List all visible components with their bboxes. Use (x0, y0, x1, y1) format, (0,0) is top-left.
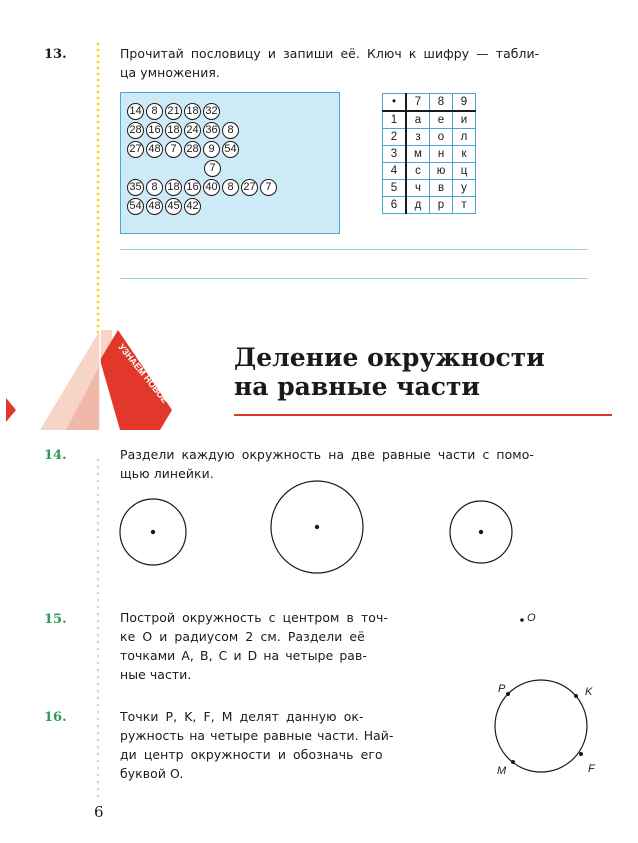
cipher-number: 8 (222, 122, 239, 139)
circle-center-dot (479, 530, 483, 534)
cipher-row (127, 99, 222, 117)
margin-dot (97, 43, 100, 46)
cipher-number: 28 (127, 122, 144, 139)
margin-dot (97, 648, 100, 651)
task-13-line: ца умножения. (120, 65, 220, 80)
multiplication-key-table (382, 93, 476, 214)
table-cell: т (453, 197, 476, 214)
margin-dot (97, 277, 100, 280)
table-cell: с (406, 163, 430, 180)
cipher-number: 7 (204, 160, 221, 177)
cipher-box (120, 92, 340, 234)
margin-dot (97, 620, 100, 623)
cipher-number: 36 (203, 122, 220, 139)
margin-dot (97, 49, 100, 52)
point-m-dot (511, 760, 515, 764)
table-cell: ю (430, 163, 453, 180)
circle-center-dot (315, 525, 319, 529)
margin-dot (97, 247, 100, 250)
margin-dot (97, 690, 100, 693)
table-cell: о (430, 129, 453, 146)
heading-line: на равные части (234, 372, 480, 401)
page-number: 6 (94, 803, 104, 821)
task-13-line: Прочитай пословицу и запиши её. Ключ к шифру — табли- (120, 46, 540, 61)
answer-line (120, 278, 588, 279)
margin-dot (97, 79, 100, 82)
margin-dot (97, 676, 100, 679)
margin-dot (97, 163, 100, 166)
margin-dot (97, 662, 100, 665)
margin-dot (97, 774, 100, 777)
margin-dot (97, 301, 100, 304)
cipher-number: 7 (165, 141, 182, 158)
cipher-number: 16 (184, 179, 201, 196)
cipher-number: 40 (203, 179, 220, 196)
point-p-dot (506, 692, 510, 696)
task-16-line: ди центр окружности и обозначь его (120, 747, 383, 762)
circle-center-dot (151, 530, 155, 534)
table-cell: д (406, 197, 430, 214)
table-row (383, 180, 476, 197)
margin-dot (97, 217, 100, 220)
margin-dot (97, 732, 100, 735)
task-15-line: ные части. (120, 667, 192, 682)
table-cell: н (430, 146, 453, 163)
label-m: M (497, 765, 507, 777)
point-o-label: O (527, 612, 536, 624)
margin-dot (97, 753, 100, 756)
task-16-number: 16. (44, 710, 67, 725)
cipher-row (127, 137, 241, 155)
cipher-row (127, 175, 279, 193)
cipher-number: 7 (260, 179, 277, 196)
margin-dot (97, 283, 100, 286)
label-p: P (498, 683, 506, 695)
margin-dot (97, 193, 100, 196)
point-o-dot (520, 618, 524, 622)
cipher-number: 27 (241, 179, 258, 196)
margin-dot (97, 199, 100, 202)
margin-dot (97, 725, 100, 728)
margin-dot (97, 627, 100, 630)
margin-dot (97, 313, 100, 316)
margin-dot (97, 473, 100, 476)
margin-dot (97, 61, 100, 64)
point-k-dot (574, 694, 578, 698)
margin-dot (97, 655, 100, 658)
task-15-number: 15. (44, 612, 67, 627)
cipher-number: 8 (146, 179, 163, 196)
cipher-number: 18 (165, 179, 182, 196)
margin-dot (97, 319, 100, 322)
table-cell: 5 (383, 180, 407, 197)
margin-dot (97, 211, 100, 214)
heading-line: Деление окружности (234, 343, 545, 372)
margin-dot (97, 235, 100, 238)
table-cell: ч (406, 180, 430, 197)
margin-dot (97, 175, 100, 178)
cipher-number: 18 (165, 122, 182, 139)
margin-dot (97, 73, 100, 76)
margin-dot (97, 157, 100, 160)
task-14-circles (0, 480, 638, 590)
table-cell: з (406, 129, 430, 146)
cipher-number: 18 (184, 103, 201, 120)
table-cell: и (453, 111, 476, 129)
cipher-number: 35 (127, 179, 144, 196)
margin-dot (97, 795, 100, 798)
margin-dot (97, 121, 100, 124)
task-16-line: ружность на четыре равные части. Най- (120, 728, 394, 743)
task-15-line: Построй окружность с центром в точ- (120, 610, 388, 625)
task-14-line: щью линейки. (120, 466, 214, 481)
table-cell: м (406, 146, 430, 163)
table-cell: 2 (383, 129, 407, 146)
task-15-line: ке О и радиусом 2 см. Раздели её (120, 629, 365, 644)
margin-dot (97, 641, 100, 644)
margin-dot (97, 307, 100, 310)
margin-dot (97, 325, 100, 328)
cipher-number: 14 (127, 103, 144, 120)
table-cell: 1 (383, 111, 407, 129)
margin-dot (97, 229, 100, 232)
heading-underline (234, 414, 612, 416)
margin-dot (97, 139, 100, 142)
table-cell: у (453, 180, 476, 197)
margin-dot (97, 592, 100, 595)
new-topic-banner (0, 330, 200, 430)
margin-dot (97, 109, 100, 112)
margin-dot (97, 718, 100, 721)
margin-dot (97, 788, 100, 791)
margin-dot (97, 259, 100, 262)
margin-dot (97, 133, 100, 136)
task-14-line: Раздели каждую окружность на две равные части с помо- (120, 447, 534, 462)
task-16-line: Точки P, K, F, M делят данную ок- (120, 709, 364, 724)
cipher-row (127, 194, 203, 212)
table-cell: р (430, 197, 453, 214)
margin-dot (97, 97, 100, 100)
table-row (383, 146, 476, 163)
margin-dot (97, 606, 100, 609)
table-row (383, 111, 476, 129)
task-15-line: точками A, B, C и D на четыре рав- (120, 648, 367, 663)
margin-dot (97, 265, 100, 268)
margin-dot (97, 127, 100, 130)
cipher-number: 16 (146, 122, 163, 139)
margin-dot (97, 767, 100, 770)
margin-dot (97, 103, 100, 106)
margin-dot (97, 711, 100, 714)
margin-dot (97, 683, 100, 686)
table-cell: ц (453, 163, 476, 180)
cipher-number: 48 (146, 198, 163, 215)
margin-dot (97, 169, 100, 172)
table-cell: л (453, 129, 476, 146)
margin-dot (97, 223, 100, 226)
cipher-number: 54 (127, 198, 144, 215)
cipher-number: 54 (222, 141, 239, 158)
margin-dot (97, 634, 100, 637)
margin-dot (97, 151, 100, 154)
cipher-number: 28 (184, 141, 201, 158)
margin-dot (97, 781, 100, 784)
margin-dot (97, 760, 100, 763)
margin-dot (97, 115, 100, 118)
table-cell: в (430, 180, 453, 197)
margin-dot (97, 466, 100, 469)
banner-red-band (100, 330, 172, 430)
cipher-number: 45 (165, 198, 182, 215)
cipher-row (204, 156, 223, 174)
cipher-number: 27 (127, 141, 144, 158)
table-header-cell: 9 (453, 94, 476, 112)
cipher-number: 42 (184, 198, 201, 215)
section-heading (234, 343, 614, 401)
table-header-cell: 8 (430, 94, 453, 112)
margin-dot (97, 91, 100, 94)
table-header-row (383, 94, 476, 112)
table-header-cell: • (383, 94, 407, 112)
margin-dot (97, 241, 100, 244)
answer-line (120, 249, 588, 250)
margin-dot (97, 669, 100, 672)
task-13-number: 13. (44, 47, 67, 62)
banner-arrow (6, 398, 16, 422)
margin-dot (97, 55, 100, 58)
task-13-text (120, 44, 620, 82)
margin-dot (97, 181, 100, 184)
cipher-number: 8 (146, 103, 163, 120)
table-row (383, 163, 476, 180)
margin-dot (97, 739, 100, 742)
cipher-row (127, 118, 241, 136)
cipher-number: 32 (203, 103, 220, 120)
margin-dot (97, 289, 100, 292)
table-header-cell: 7 (406, 94, 430, 112)
table-cell: 6 (383, 197, 407, 214)
task-16-text (120, 707, 450, 783)
task-16-line: буквой O. (120, 766, 184, 781)
margin-dot (97, 613, 100, 616)
margin-dot (97, 67, 100, 70)
task-14-text (120, 445, 620, 483)
task-15-text (120, 608, 450, 684)
table-row (383, 129, 476, 146)
cipher-number: 21 (165, 103, 182, 120)
table-row (383, 197, 476, 214)
margin-dot (97, 145, 100, 148)
margin-dot (97, 746, 100, 749)
banner-text: УЗНАЕМ НОВОЕ (116, 341, 171, 406)
margin-dot (97, 271, 100, 274)
cipher-number: 8 (222, 179, 239, 196)
task-14-number: 14. (44, 448, 67, 463)
point-f-dot (579, 752, 583, 756)
margin-dot (97, 295, 100, 298)
margin-dot (97, 187, 100, 190)
margin-dot (97, 253, 100, 256)
cipher-number: 9 (203, 141, 220, 158)
label-f: F (588, 763, 595, 775)
cipher-number: 48 (146, 141, 163, 158)
margin-dot (97, 459, 100, 462)
table-cell: 3 (383, 146, 407, 163)
margin-dot (97, 599, 100, 602)
label-k: K (585, 686, 593, 698)
margin-dot (97, 704, 100, 707)
margin-dot (97, 697, 100, 700)
table-cell: 4 (383, 163, 407, 180)
cipher-number: 24 (184, 122, 201, 139)
margin-dot (97, 85, 100, 88)
table-cell: а (406, 111, 430, 129)
table-cell: е (430, 111, 453, 129)
margin-dot (97, 205, 100, 208)
table-cell: к (453, 146, 476, 163)
